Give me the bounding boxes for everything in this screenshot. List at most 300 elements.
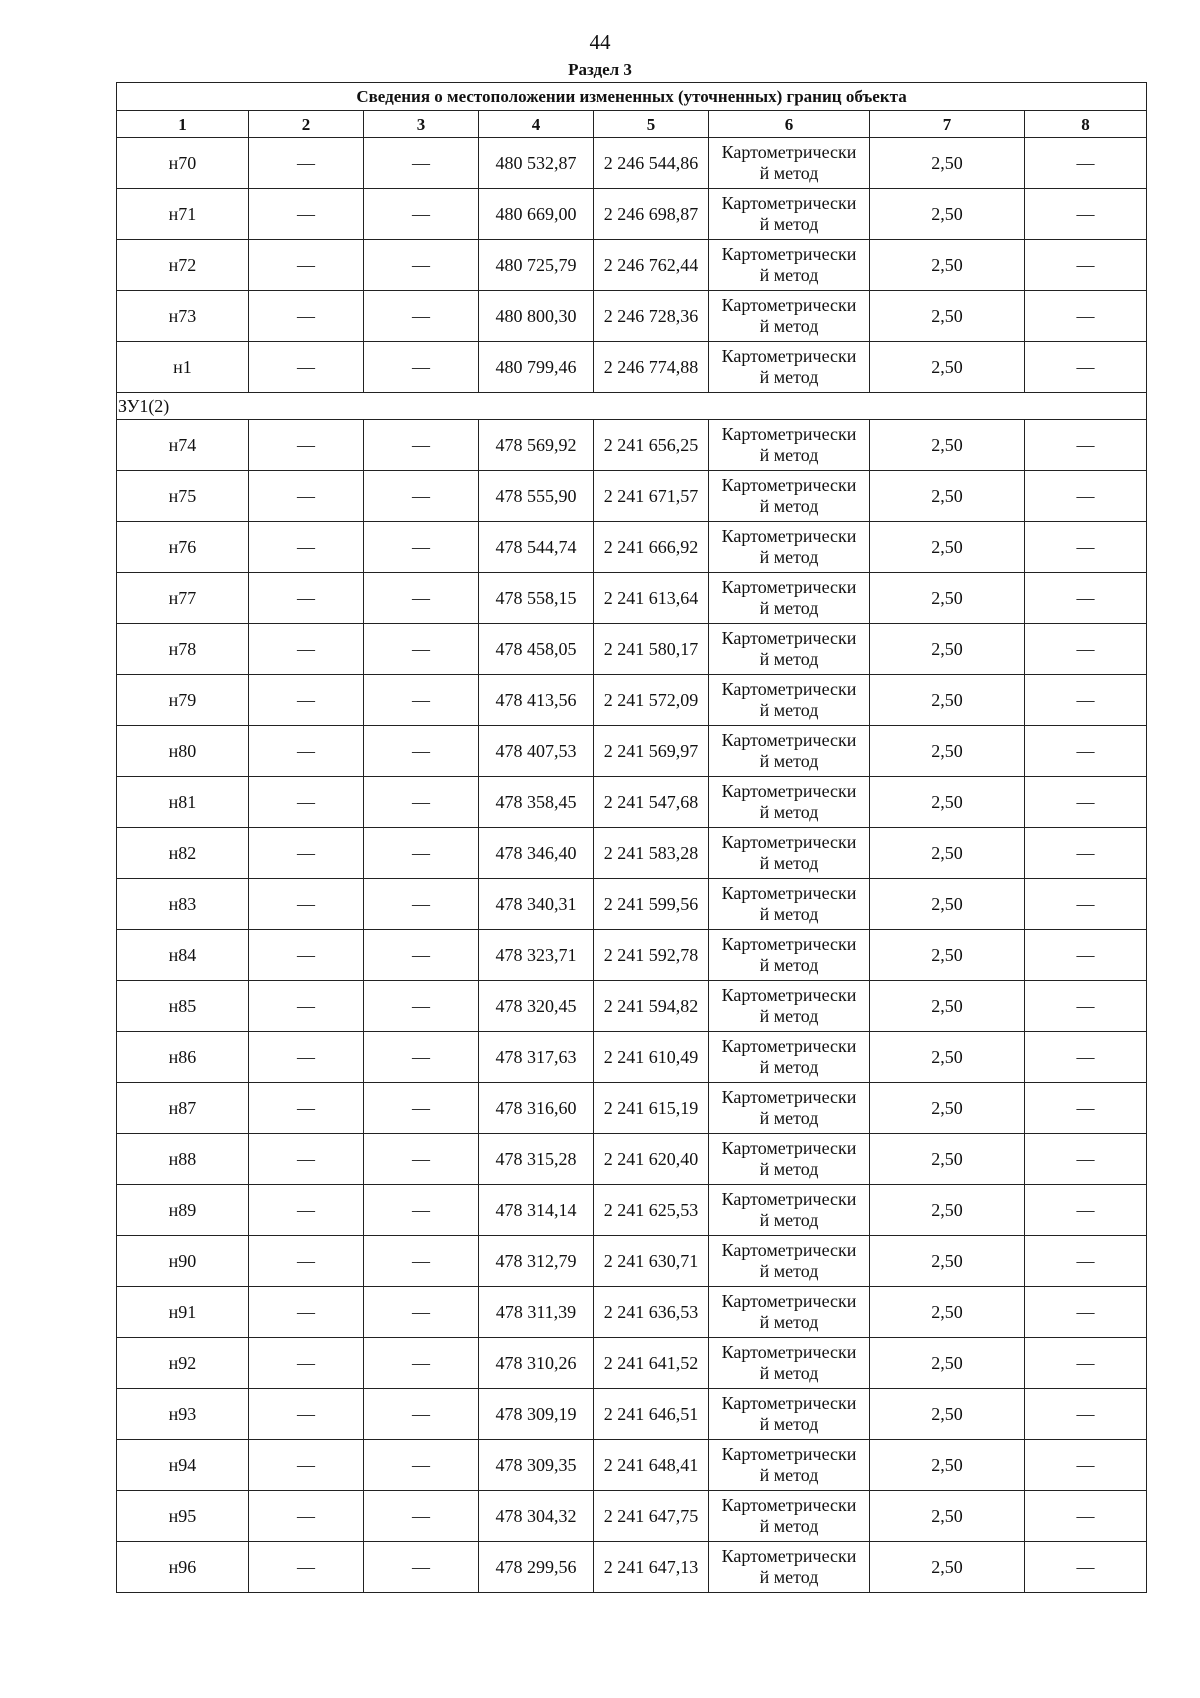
empty-dash-cell: — bbox=[364, 777, 479, 828]
group-row bbox=[117, 393, 1147, 420]
method-cell bbox=[709, 1338, 870, 1389]
empty-dash-cell: — bbox=[1025, 1440, 1147, 1491]
point-name-cell: н91 bbox=[117, 1287, 249, 1338]
table-row bbox=[117, 1287, 1147, 1338]
table-caption: Сведения о местоположении измененных (уточненных) границ объекта bbox=[117, 83, 1147, 111]
y-coordinate-cell: 2 241 569,97 bbox=[594, 726, 709, 777]
point-name-cell: н70 bbox=[117, 138, 249, 189]
empty-dash-cell: — bbox=[1025, 1338, 1147, 1389]
empty-dash-cell: — bbox=[249, 1389, 364, 1440]
empty-dash-cell: — bbox=[1025, 726, 1147, 777]
method-cell bbox=[709, 1032, 870, 1083]
accuracy-cell: 2,50 bbox=[870, 1185, 1025, 1236]
y-coordinate-cell: 2 241 671,57 bbox=[594, 471, 709, 522]
method-line: Картометрически bbox=[721, 244, 857, 264]
method-line: Картометрически bbox=[721, 142, 857, 162]
table-row bbox=[117, 291, 1147, 342]
empty-dash-cell: — bbox=[1025, 1287, 1147, 1338]
empty-dash-cell: — bbox=[1025, 981, 1147, 1032]
empty-dash-cell: — bbox=[364, 981, 479, 1032]
point-name-cell: н93 bbox=[117, 1389, 249, 1440]
empty-dash-cell: — bbox=[1025, 1236, 1147, 1287]
method-cell bbox=[709, 777, 870, 828]
empty-dash-cell: — bbox=[364, 1134, 479, 1185]
method-line: й метод bbox=[759, 1516, 819, 1536]
y-coordinate-cell: 2 246 774,88 bbox=[594, 342, 709, 393]
x-coordinate-cell: 478 569,92 bbox=[479, 420, 594, 471]
empty-dash-cell: — bbox=[364, 1542, 479, 1593]
method-cell bbox=[709, 726, 870, 777]
empty-dash-cell: — bbox=[1025, 240, 1147, 291]
point-name-cell: н86 bbox=[117, 1032, 249, 1083]
empty-dash-cell: — bbox=[249, 138, 364, 189]
point-name-cell: н77 bbox=[117, 573, 249, 624]
empty-dash-cell: — bbox=[249, 930, 364, 981]
y-coordinate-cell: 2 246 544,86 bbox=[594, 138, 709, 189]
table-row bbox=[117, 930, 1147, 981]
empty-dash-cell: — bbox=[249, 471, 364, 522]
table-row bbox=[117, 1491, 1147, 1542]
method-line: й метод bbox=[759, 1261, 819, 1281]
y-coordinate-cell: 2 246 698,87 bbox=[594, 189, 709, 240]
y-coordinate-cell: 2 241 615,19 bbox=[594, 1083, 709, 1134]
y-coordinate-cell: 2 241 647,75 bbox=[594, 1491, 709, 1542]
empty-dash-cell: — bbox=[249, 624, 364, 675]
point-name-cell: н84 bbox=[117, 930, 249, 981]
method-line: Картометрически bbox=[721, 679, 857, 699]
empty-dash-cell: — bbox=[364, 675, 479, 726]
method-line: Картометрически bbox=[721, 832, 857, 852]
x-coordinate-cell: 478 316,60 bbox=[479, 1083, 594, 1134]
table-row bbox=[117, 573, 1147, 624]
x-coordinate-cell: 478 555,90 bbox=[479, 471, 594, 522]
empty-dash-cell: — bbox=[364, 471, 479, 522]
y-coordinate-cell: 2 241 620,40 bbox=[594, 1134, 709, 1185]
method-cell bbox=[709, 1287, 870, 1338]
point-name-cell: н94 bbox=[117, 1440, 249, 1491]
method-line: Картометрически bbox=[721, 985, 857, 1005]
method-line: й метод bbox=[759, 547, 819, 567]
accuracy-cell: 2,50 bbox=[870, 879, 1025, 930]
accuracy-cell: 2,50 bbox=[870, 471, 1025, 522]
table-row bbox=[117, 726, 1147, 777]
method-line: Картометрически bbox=[721, 193, 857, 213]
y-coordinate-cell: 2 246 762,44 bbox=[594, 240, 709, 291]
point-name-cell: н83 bbox=[117, 879, 249, 930]
method-line: Картометрически bbox=[721, 346, 857, 366]
accuracy-cell: 2,50 bbox=[870, 1389, 1025, 1440]
accuracy-cell: 2,50 bbox=[870, 1032, 1025, 1083]
empty-dash-cell: — bbox=[1025, 1185, 1147, 1236]
empty-dash-cell: — bbox=[1025, 1389, 1147, 1440]
accuracy-cell: 2,50 bbox=[870, 138, 1025, 189]
method-line: Картометрически bbox=[721, 526, 857, 546]
column-number: 6 bbox=[709, 111, 870, 138]
table-row bbox=[117, 1134, 1147, 1185]
empty-dash-cell: — bbox=[249, 981, 364, 1032]
empty-dash-cell: — bbox=[364, 624, 479, 675]
empty-dash-cell: — bbox=[249, 240, 364, 291]
empty-dash-cell: — bbox=[249, 726, 364, 777]
y-coordinate-cell: 2 241 592,78 bbox=[594, 930, 709, 981]
method-line: Картометрически bbox=[721, 424, 857, 444]
empty-dash-cell: — bbox=[364, 342, 479, 393]
x-coordinate-cell: 478 312,79 bbox=[479, 1236, 594, 1287]
x-coordinate-cell: 478 358,45 bbox=[479, 777, 594, 828]
method-cell bbox=[709, 828, 870, 879]
method-line: Картометрически bbox=[721, 730, 857, 750]
x-coordinate-cell: 480 532,87 bbox=[479, 138, 594, 189]
table-row bbox=[117, 1032, 1147, 1083]
method-cell bbox=[709, 624, 870, 675]
method-cell bbox=[709, 930, 870, 981]
table-row bbox=[117, 1389, 1147, 1440]
table-caption-row bbox=[117, 83, 1147, 111]
method-line: Картометрически bbox=[721, 1138, 857, 1158]
y-coordinate-cell: 2 241 666,92 bbox=[594, 522, 709, 573]
empty-dash-cell: — bbox=[1025, 1032, 1147, 1083]
group-label: ЗУ1(2) bbox=[117, 393, 1147, 420]
y-coordinate-cell: 2 241 583,28 bbox=[594, 828, 709, 879]
empty-dash-cell: — bbox=[364, 1491, 479, 1542]
point-name-cell: н76 bbox=[117, 522, 249, 573]
method-cell bbox=[709, 1491, 870, 1542]
x-coordinate-cell: 480 725,79 bbox=[479, 240, 594, 291]
x-coordinate-cell: 478 304,32 bbox=[479, 1491, 594, 1542]
empty-dash-cell: — bbox=[1025, 879, 1147, 930]
method-line: й метод bbox=[759, 1312, 819, 1332]
method-cell bbox=[709, 1236, 870, 1287]
point-name-cell: н82 bbox=[117, 828, 249, 879]
empty-dash-cell: — bbox=[249, 1338, 364, 1389]
accuracy-cell: 2,50 bbox=[870, 1134, 1025, 1185]
empty-dash-cell: — bbox=[1025, 828, 1147, 879]
empty-dash-cell: — bbox=[364, 1287, 479, 1338]
method-line: Картометрически bbox=[721, 1444, 857, 1464]
table-row bbox=[117, 879, 1147, 930]
method-cell bbox=[709, 138, 870, 189]
table-row bbox=[117, 1236, 1147, 1287]
y-coordinate-cell: 2 241 547,68 bbox=[594, 777, 709, 828]
x-coordinate-cell: 480 799,46 bbox=[479, 342, 594, 393]
x-coordinate-cell: 478 340,31 bbox=[479, 879, 594, 930]
method-line: Картометрически bbox=[721, 1393, 857, 1413]
column-number: 1 bbox=[117, 111, 249, 138]
method-line: Картометрически bbox=[721, 628, 857, 648]
empty-dash-cell: — bbox=[364, 1185, 479, 1236]
empty-dash-cell: — bbox=[1025, 522, 1147, 573]
empty-dash-cell: — bbox=[1025, 1083, 1147, 1134]
empty-dash-cell: — bbox=[364, 189, 479, 240]
empty-dash-cell: — bbox=[1025, 291, 1147, 342]
method-cell bbox=[709, 291, 870, 342]
point-name-cell: н95 bbox=[117, 1491, 249, 1542]
x-coordinate-cell: 478 323,71 bbox=[479, 930, 594, 981]
x-coordinate-cell: 478 311,39 bbox=[479, 1287, 594, 1338]
empty-dash-cell: — bbox=[364, 1083, 479, 1134]
method-line: й метод bbox=[759, 853, 819, 873]
empty-dash-cell: — bbox=[249, 675, 364, 726]
coordinates-table bbox=[116, 82, 1147, 1593]
empty-dash-cell: — bbox=[364, 420, 479, 471]
empty-dash-cell: — bbox=[364, 1440, 479, 1491]
x-coordinate-cell: 478 558,15 bbox=[479, 573, 594, 624]
table-group bbox=[117, 393, 1147, 420]
empty-dash-cell: — bbox=[1025, 624, 1147, 675]
method-line: й метод bbox=[759, 649, 819, 669]
accuracy-cell: 2,50 bbox=[870, 1542, 1025, 1593]
method-cell bbox=[709, 1134, 870, 1185]
point-name-cell: н87 bbox=[117, 1083, 249, 1134]
table-row bbox=[117, 522, 1147, 573]
method-line: Картометрически bbox=[721, 1291, 857, 1311]
y-coordinate-cell: 2 241 613,64 bbox=[594, 573, 709, 624]
empty-dash-cell: — bbox=[364, 573, 479, 624]
point-name-cell: н89 bbox=[117, 1185, 249, 1236]
x-coordinate-cell: 480 669,00 bbox=[479, 189, 594, 240]
table-row bbox=[117, 675, 1147, 726]
method-line: й метод bbox=[759, 700, 819, 720]
accuracy-cell: 2,50 bbox=[870, 573, 1025, 624]
y-coordinate-cell: 2 241 646,51 bbox=[594, 1389, 709, 1440]
method-line: й метод bbox=[759, 1159, 819, 1179]
accuracy-cell: 2,50 bbox=[870, 624, 1025, 675]
empty-dash-cell: — bbox=[249, 1083, 364, 1134]
empty-dash-cell: — bbox=[364, 291, 479, 342]
empty-dash-cell: — bbox=[364, 138, 479, 189]
method-line: Картометрически bbox=[721, 1546, 857, 1566]
y-coordinate-cell: 2 241 636,53 bbox=[594, 1287, 709, 1338]
method-cell bbox=[709, 342, 870, 393]
method-line: й метод bbox=[759, 598, 819, 618]
column-number: 3 bbox=[364, 111, 479, 138]
method-cell bbox=[709, 471, 870, 522]
empty-dash-cell: — bbox=[364, 522, 479, 573]
empty-dash-cell: — bbox=[1025, 420, 1147, 471]
empty-dash-cell: — bbox=[1025, 1542, 1147, 1593]
method-line: й метод bbox=[759, 367, 819, 387]
point-name-cell: н1 bbox=[117, 342, 249, 393]
method-line: Картометрически bbox=[721, 1087, 857, 1107]
empty-dash-cell: — bbox=[1025, 342, 1147, 393]
empty-dash-cell: — bbox=[249, 879, 364, 930]
x-coordinate-cell: 478 314,14 bbox=[479, 1185, 594, 1236]
empty-dash-cell: — bbox=[1025, 138, 1147, 189]
empty-dash-cell: — bbox=[249, 342, 364, 393]
method-line: Картометрически bbox=[721, 1342, 857, 1362]
empty-dash-cell: — bbox=[249, 1032, 364, 1083]
point-name-cell: н92 bbox=[117, 1338, 249, 1389]
method-line: й метод bbox=[759, 1057, 819, 1077]
empty-dash-cell: — bbox=[249, 828, 364, 879]
y-coordinate-cell: 2 241 599,56 bbox=[594, 879, 709, 930]
method-line: й метод bbox=[759, 265, 819, 285]
x-coordinate-cell: 478 317,63 bbox=[479, 1032, 594, 1083]
method-cell bbox=[709, 573, 870, 624]
section-title: Раздел 3 bbox=[568, 60, 632, 79]
table-row bbox=[117, 342, 1147, 393]
empty-dash-cell: — bbox=[249, 573, 364, 624]
x-coordinate-cell: 478 407,53 bbox=[479, 726, 594, 777]
x-coordinate-cell: 480 800,30 bbox=[479, 291, 594, 342]
empty-dash-cell: — bbox=[364, 1236, 479, 1287]
method-cell bbox=[709, 1440, 870, 1491]
accuracy-cell: 2,50 bbox=[870, 1440, 1025, 1491]
point-name-cell: н81 bbox=[117, 777, 249, 828]
method-cell bbox=[709, 522, 870, 573]
method-cell bbox=[709, 675, 870, 726]
accuracy-cell: 2,50 bbox=[870, 1338, 1025, 1389]
x-coordinate-cell: 478 309,35 bbox=[479, 1440, 594, 1491]
column-number: 8 bbox=[1025, 111, 1147, 138]
table-body-part1 bbox=[117, 138, 1147, 393]
method-line: й метод bbox=[759, 214, 819, 234]
empty-dash-cell: — bbox=[364, 1389, 479, 1440]
empty-dash-cell: — bbox=[364, 1032, 479, 1083]
empty-dash-cell: — bbox=[1025, 1491, 1147, 1542]
accuracy-cell: 2,50 bbox=[870, 675, 1025, 726]
x-coordinate-cell: 478 458,05 bbox=[479, 624, 594, 675]
table-row bbox=[117, 420, 1147, 471]
method-line: Картометрически bbox=[721, 781, 857, 801]
accuracy-cell: 2,50 bbox=[870, 189, 1025, 240]
empty-dash-cell: — bbox=[1025, 189, 1147, 240]
empty-dash-cell: — bbox=[1025, 675, 1147, 726]
method-cell bbox=[709, 879, 870, 930]
method-line: Картометрически bbox=[721, 1240, 857, 1260]
method-line: й метод bbox=[759, 1108, 819, 1128]
x-coordinate-cell: 478 310,26 bbox=[479, 1338, 594, 1389]
point-name-cell: н85 bbox=[117, 981, 249, 1032]
point-name-cell: н88 bbox=[117, 1134, 249, 1185]
method-line: й метод bbox=[759, 955, 819, 975]
x-coordinate-cell: 478 299,56 bbox=[479, 1542, 594, 1593]
method-cell bbox=[709, 420, 870, 471]
accuracy-cell: 2,50 bbox=[870, 240, 1025, 291]
empty-dash-cell: — bbox=[1025, 777, 1147, 828]
point-name-cell: н90 bbox=[117, 1236, 249, 1287]
accuracy-cell: 2,50 bbox=[870, 1287, 1025, 1338]
empty-dash-cell: — bbox=[364, 879, 479, 930]
method-cell bbox=[709, 240, 870, 291]
method-line: й метод bbox=[759, 904, 819, 924]
method-cell bbox=[709, 189, 870, 240]
table-row bbox=[117, 471, 1147, 522]
empty-dash-cell: — bbox=[1025, 471, 1147, 522]
method-line: й метод bbox=[759, 1414, 819, 1434]
table-row bbox=[117, 1083, 1147, 1134]
method-line: й метод bbox=[759, 316, 819, 336]
y-coordinate-cell: 2 241 580,17 bbox=[594, 624, 709, 675]
x-coordinate-cell: 478 315,28 bbox=[479, 1134, 594, 1185]
method-line: й метод bbox=[759, 802, 819, 822]
empty-dash-cell: — bbox=[249, 777, 364, 828]
empty-dash-cell: — bbox=[249, 1440, 364, 1491]
empty-dash-cell: — bbox=[249, 291, 364, 342]
page-number: 44 bbox=[589, 30, 611, 54]
empty-dash-cell: — bbox=[364, 930, 479, 981]
empty-dash-cell: — bbox=[364, 240, 479, 291]
column-number: 7 bbox=[870, 111, 1025, 138]
method-line: й метод bbox=[759, 1567, 819, 1587]
point-name-cell: н75 bbox=[117, 471, 249, 522]
y-coordinate-cell: 2 241 625,53 bbox=[594, 1185, 709, 1236]
method-line: й метод bbox=[759, 751, 819, 771]
table-row bbox=[117, 1542, 1147, 1593]
empty-dash-cell: — bbox=[1025, 930, 1147, 981]
table-row bbox=[117, 1338, 1147, 1389]
table-row bbox=[117, 138, 1147, 189]
column-number: 2 bbox=[249, 111, 364, 138]
column-number-row bbox=[117, 111, 1147, 138]
method-line: Картометрически bbox=[721, 1495, 857, 1515]
method-line: й метод bbox=[759, 496, 819, 516]
method-line: Картометрически bbox=[721, 475, 857, 495]
method-cell bbox=[709, 1083, 870, 1134]
x-coordinate-cell: 478 544,74 bbox=[479, 522, 594, 573]
empty-dash-cell: — bbox=[249, 1542, 364, 1593]
accuracy-cell: 2,50 bbox=[870, 1083, 1025, 1134]
method-line: й метод bbox=[759, 1210, 819, 1230]
column-number: 4 bbox=[479, 111, 594, 138]
y-coordinate-cell: 2 241 641,52 bbox=[594, 1338, 709, 1389]
table-row bbox=[117, 777, 1147, 828]
method-line: Картометрически bbox=[721, 883, 857, 903]
empty-dash-cell: — bbox=[249, 1491, 364, 1542]
method-line: й метод bbox=[759, 1006, 819, 1026]
empty-dash-cell: — bbox=[249, 420, 364, 471]
point-name-cell: н79 bbox=[117, 675, 249, 726]
accuracy-cell: 2,50 bbox=[870, 1236, 1025, 1287]
empty-dash-cell: — bbox=[1025, 573, 1147, 624]
accuracy-cell: 2,50 bbox=[870, 828, 1025, 879]
method-line: й метод bbox=[759, 1363, 819, 1383]
accuracy-cell: 2,50 bbox=[870, 726, 1025, 777]
point-name-cell: н72 bbox=[117, 240, 249, 291]
accuracy-cell: 2,50 bbox=[870, 291, 1025, 342]
method-line: й метод bbox=[759, 163, 819, 183]
empty-dash-cell: — bbox=[249, 1287, 364, 1338]
accuracy-cell: 2,50 bbox=[870, 777, 1025, 828]
point-name-cell: н71 bbox=[117, 189, 249, 240]
accuracy-cell: 2,50 bbox=[870, 930, 1025, 981]
accuracy-cell: 2,50 bbox=[870, 342, 1025, 393]
accuracy-cell: 2,50 bbox=[870, 420, 1025, 471]
y-coordinate-cell: 2 241 647,13 bbox=[594, 1542, 709, 1593]
table-row bbox=[117, 981, 1147, 1032]
empty-dash-cell: — bbox=[249, 1236, 364, 1287]
method-cell bbox=[709, 981, 870, 1032]
method-line: й метод bbox=[759, 445, 819, 465]
point-name-cell: н80 bbox=[117, 726, 249, 777]
table-row bbox=[117, 624, 1147, 675]
y-coordinate-cell: 2 241 630,71 bbox=[594, 1236, 709, 1287]
method-line: Картометрически bbox=[721, 1036, 857, 1056]
table-row bbox=[117, 1440, 1147, 1491]
x-coordinate-cell: 478 413,56 bbox=[479, 675, 594, 726]
table-row bbox=[117, 189, 1147, 240]
y-coordinate-cell: 2 241 594,82 bbox=[594, 981, 709, 1032]
accuracy-cell: 2,50 bbox=[870, 981, 1025, 1032]
y-coordinate-cell: 2 241 656,25 bbox=[594, 420, 709, 471]
y-coordinate-cell: 2 241 572,09 bbox=[594, 675, 709, 726]
y-coordinate-cell: 2 241 610,49 bbox=[594, 1032, 709, 1083]
point-name-cell: н96 bbox=[117, 1542, 249, 1593]
x-coordinate-cell: 478 346,40 bbox=[479, 828, 594, 879]
x-coordinate-cell: 478 320,45 bbox=[479, 981, 594, 1032]
empty-dash-cell: — bbox=[249, 1134, 364, 1185]
column-number: 5 bbox=[594, 111, 709, 138]
